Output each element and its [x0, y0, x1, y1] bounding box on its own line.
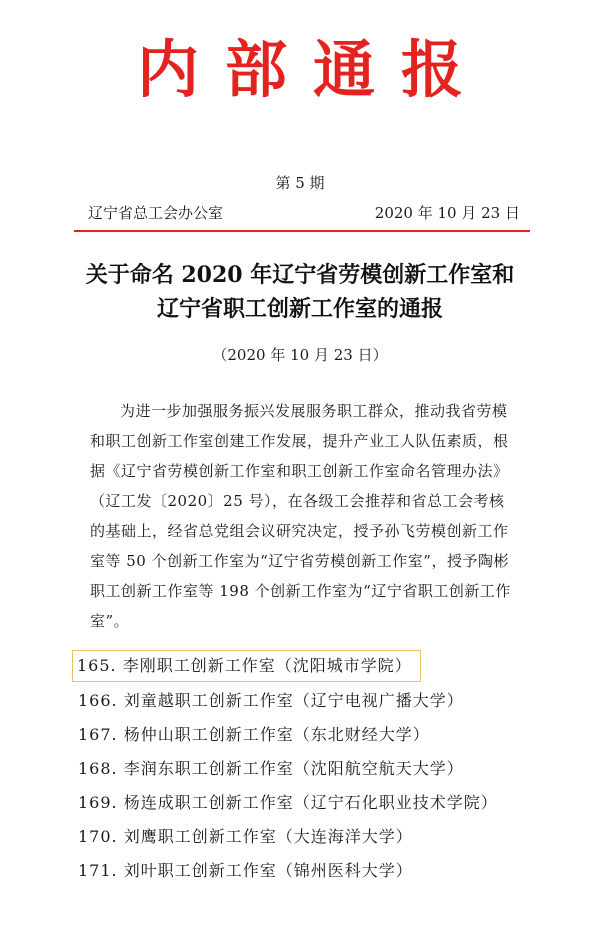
issue-date: 2020 年 10 月 23 日 — [374, 204, 520, 222]
list-item-169: 169. 杨连成职工创新工作室（辽宁石化职业技术学院） — [78, 793, 498, 812]
list-item-166: 166. 刘童越职工创新工作室（辽宁电视广播大学） — [78, 691, 464, 710]
list-item-167: 167. 杨仲山职工创新工作室（东北财经大学） — [78, 725, 430, 744]
issuer-row — [88, 202, 520, 223]
title-line-2: 辽宁省职工创新工作室的通报 — [156, 296, 443, 322]
body-paragraph: 为进一步加强服务振兴发展服务职工群众，推动我省劳模和职工创新工作室创建工作发展，提升产业工人队伍素质，根据《辽宁省劳模创新工作室和职工创新工作室命名管理办法》（辽工发〔2020〕25 号），在各级工会推荐和省总工会考核的基础上，经省总党组会议研究决定，授予孙飞劳模创新工作室等 50 个创新工作室为“辽宁省劳模创新工作室”，授予陶彬职工创新工作室等 198 个创新工作室为“辽宁省职工创新工作室”。 — [90, 402, 511, 630]
title-line-1: 关于命名 2020 年辽宁省劳模创新工作室和 — [85, 262, 515, 288]
highlighted-list-item: 165. 李刚职工创新工作室（沈阳城市学院） — [72, 650, 421, 682]
red-divider — [74, 230, 530, 232]
masthead-title: 内部通报 — [136, 33, 489, 106]
list-item-171: 171. 刘叶职工创新工作室（锦州医科大学） — [78, 861, 413, 880]
issuer-name: 辽宁省总工会办公室 — [88, 204, 224, 222]
studio-list — [78, 650, 548, 890]
list-item-170: 170. 刘鹰职工创新工作室（大连海洋大学） — [78, 827, 413, 846]
title-date: （2020 年 10 月 23 日） — [212, 346, 388, 364]
issue-number: 第 5 期 — [275, 174, 325, 192]
list-item-165 — [78, 650, 548, 686]
document-title — [40, 258, 560, 326]
list-item-168: 168. 李润东职工创新工作室（沈阳航空航天大学） — [78, 759, 464, 778]
